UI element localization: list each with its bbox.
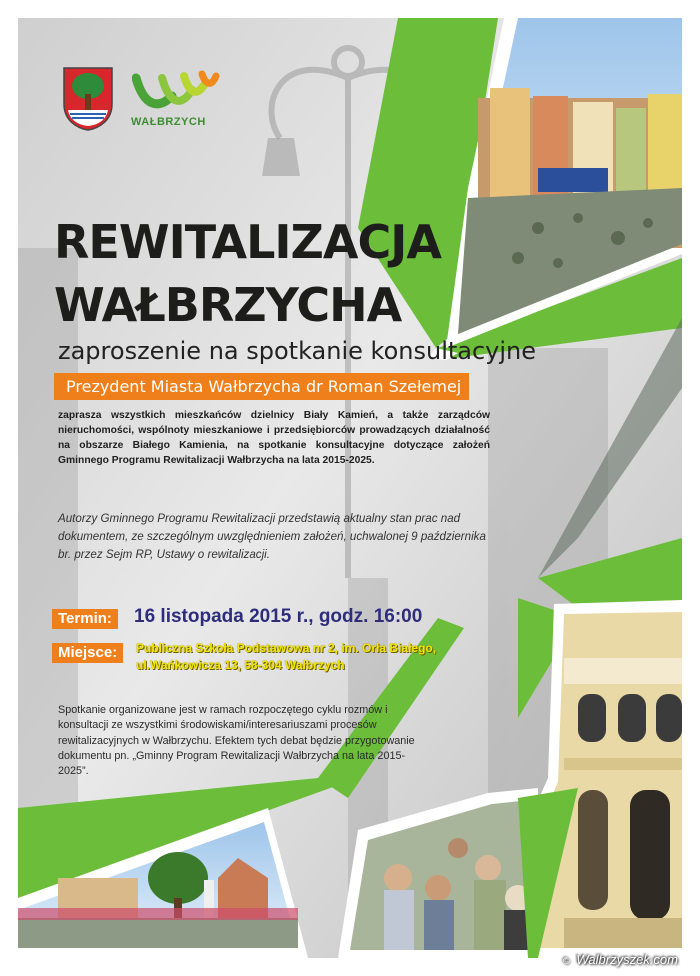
watermark-text: Walbrzyszek.com bbox=[576, 952, 678, 967]
president-line: Prezydent Miasta Wałbrzycha dr Roman Szełemej bbox=[66, 377, 462, 396]
miejsce-line-2: ul.Wańkowicza 13, 58-304 Wałbrzych bbox=[136, 658, 345, 672]
subtitle: zaproszenie na spotkanie konsultacyjne bbox=[58, 337, 537, 365]
miejsce-label: Miejsce: bbox=[52, 643, 123, 663]
watermark bbox=[559, 952, 678, 968]
copyright-icon: © bbox=[559, 954, 573, 968]
termin-label: Termin: bbox=[52, 609, 118, 629]
brand-name: WAŁBRZYCH bbox=[131, 116, 206, 128]
miejsce-line-1: Publiczna Szkoła Podstawowa nr 2, im. Orła Białego, bbox=[136, 641, 437, 655]
poster-background bbox=[18, 18, 682, 958]
coat-of-arms-icon bbox=[62, 66, 114, 132]
walbrzych-brand-logo-icon bbox=[132, 66, 220, 116]
title-line-2: WAŁBRZYCHA bbox=[54, 278, 402, 332]
termin-value: 16 listopada 2015 r., godz. 16:00 bbox=[134, 606, 423, 627]
title-line-1: REWITALIZACJA bbox=[54, 215, 441, 269]
miejsce-value bbox=[136, 640, 436, 674]
authors-note: Autorzy Gminnego Programu Rewitalizacji przedstawią aktualny stan prac nad dokumentem, ze szczególnym uwzględnieniem założeń, uchwalonej 9 października br. przez Sejm RP, Ustawy o rewitalizacji. bbox=[58, 512, 486, 561]
invitation-text: zaprasza wszystkich mieszkańców dzielnicy Biały Kamień, a także zarządców nieruchomości, wspólnoty mieszkaniowe i przedsiębiorców prowadzących działalność na obszarze Białego Kamienia, na spotkanie konsultacyjne dotyczące założeń Gminnego Programu Rewitalizacji Wałbrzycha na lata 2015-2025. bbox=[58, 410, 490, 466]
info-text: Spotkanie organizowane jest w ramach rozpoczętego cyklu rozmów i konsultacji ze wszystkimi środowiskami/interesariuszami procesów rewitalizacyjnych w Wałbrzychu. Efektem tych debat będzie przygotowanie dokumentu pn. „Gminny Program Rewitalizacji Wałbrzycha na lata 2015-2025”. bbox=[58, 704, 415, 778]
